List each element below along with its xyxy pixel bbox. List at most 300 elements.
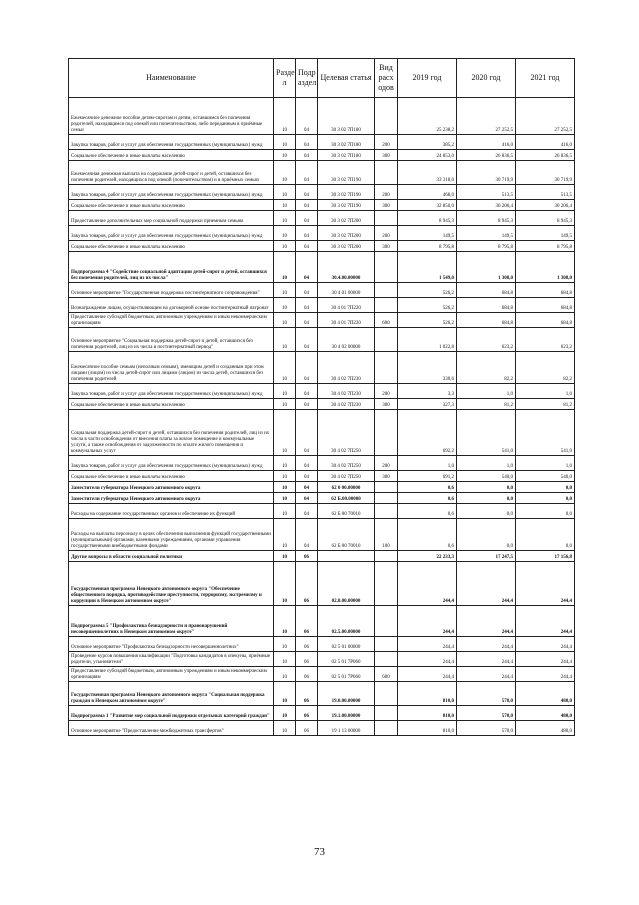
cell-target: 30 4 02 00000 bbox=[318, 328, 375, 352]
cell-2019: 692,2 bbox=[398, 410, 457, 456]
cell-2021: 480,0 bbox=[516, 682, 575, 706]
cell-podrazdel: 04 bbox=[296, 298, 318, 313]
cell-2019: 8 945,3 bbox=[398, 211, 457, 226]
cell-name: Закупка товаров, работ и услуг для обеспечения государственных (муниципальных) нужд bbox=[69, 456, 274, 471]
cell-2020: 30 206,4 bbox=[457, 200, 516, 211]
cell-target: 30 4 02 7П230 bbox=[318, 384, 375, 399]
cell-2021: 684,8 bbox=[516, 298, 575, 313]
cell-name: Предоставление субсидий бюджетным, автономным учреждениям и иным некоммерческим организациям bbox=[69, 313, 274, 328]
cell-2020: 0,0 bbox=[457, 482, 516, 493]
cell-podrazdel: 04 bbox=[296, 328, 318, 352]
cell-vid: 300 bbox=[375, 471, 398, 482]
cell-2020: 149,5 bbox=[457, 226, 516, 241]
cell-target: 02 5 01 7Р060 bbox=[318, 667, 375, 682]
cell-podrazdel: 04 bbox=[296, 384, 318, 399]
cell-target: 19.1.00.00000 bbox=[318, 706, 375, 721]
table-row bbox=[69, 298, 575, 313]
cell-2020: 1 308,0 bbox=[457, 252, 516, 283]
cell-vid bbox=[375, 328, 398, 352]
cell-razdel: 10 bbox=[274, 606, 296, 637]
cell-2020: 623,2 bbox=[457, 328, 516, 352]
cell-target: 02.5.00.00000 bbox=[318, 606, 375, 637]
cell-2020: 244,4 bbox=[457, 637, 516, 652]
cell-razdel: 10 bbox=[274, 637, 296, 652]
cell-2019: 244,4 bbox=[398, 637, 457, 652]
header-podrazdel: Подр аздел bbox=[296, 59, 318, 98]
cell-razdel: 10 bbox=[274, 98, 296, 135]
table-row bbox=[69, 150, 575, 161]
cell-2020: 540,0 bbox=[457, 471, 516, 482]
cell-name: Социальное обеспечение и иные выплаты населению bbox=[69, 399, 274, 410]
cell-2019: 810,0 bbox=[398, 706, 457, 721]
cell-target: 19 1 13 00000 bbox=[318, 721, 375, 736]
cell-target: 30 4 01 7П220 bbox=[318, 298, 375, 313]
cell-vid bbox=[375, 482, 398, 493]
cell-name: Социальное обеспечение и иные выплаты населению bbox=[69, 150, 274, 161]
cell-2019: 244,4 bbox=[398, 652, 457, 667]
cell-podrazdel: 06 bbox=[296, 667, 318, 682]
cell-razdel: 10 bbox=[274, 504, 296, 519]
cell-2021: 0,0 bbox=[516, 493, 575, 504]
cell-2019: 8 795,8 bbox=[398, 241, 457, 252]
cell-target: 30 4 02 7П250 bbox=[318, 410, 375, 456]
cell-razdel: 10 bbox=[274, 721, 296, 736]
cell-razdel: 10 bbox=[274, 410, 296, 456]
cell-2021: 0,0 bbox=[516, 519, 575, 551]
cell-2020: 244,4 bbox=[457, 667, 516, 682]
cell-razdel: 10 bbox=[274, 283, 296, 298]
cell-vid: 200 bbox=[375, 135, 398, 150]
cell-vid bbox=[375, 161, 398, 185]
cell-vid: 100 bbox=[375, 519, 398, 551]
cell-2019: 526,2 bbox=[398, 283, 457, 298]
cell-2019: 810,0 bbox=[398, 682, 457, 706]
cell-razdel: 10 bbox=[274, 519, 296, 551]
cell-vid: 300 bbox=[375, 150, 398, 161]
cell-name: Основное мероприятие "Предоставление межбюджетных трансфертов" bbox=[69, 721, 274, 736]
table-row bbox=[69, 161, 575, 185]
cell-vid: 200 bbox=[375, 384, 398, 399]
table-row bbox=[69, 504, 575, 519]
cell-podrazdel: 06 bbox=[296, 562, 318, 606]
cell-2021: 684,8 bbox=[516, 283, 575, 298]
header-vid: Вид расх одов bbox=[375, 59, 398, 98]
cell-name: Ежемесячное денежное пособие детям-сиротам и детям, оставшимся без попечения родителей, находящимся под опекой или попечительством, либо переданным в приёмные семьи bbox=[69, 98, 274, 135]
cell-vid bbox=[375, 504, 398, 519]
table-row bbox=[69, 551, 575, 562]
cell-name: Заместители губернатора Ненецкого автономного округа bbox=[69, 493, 274, 504]
table-row bbox=[69, 226, 575, 241]
cell-razdel: 10 bbox=[274, 252, 296, 283]
cell-2021: 1,0 bbox=[516, 456, 575, 471]
cell-name: Закупка товаров, работ и услуг для обеспечения государственных (муниципальных) нужд bbox=[69, 226, 274, 241]
budget-table bbox=[68, 58, 575, 736]
cell-target: 30 3 02 7П190 bbox=[318, 200, 375, 211]
cell-vid: 600 bbox=[375, 667, 398, 682]
cell-name: Другие вопросы в области социальной политики bbox=[69, 551, 274, 562]
cell-razdel: 10 bbox=[274, 706, 296, 721]
cell-vid: 300 bbox=[375, 241, 398, 252]
cell-2019: 327,3 bbox=[398, 399, 457, 410]
cell-2020: 27 252,5 bbox=[457, 98, 516, 135]
cell-2021: 26 836,5 bbox=[516, 150, 575, 161]
cell-target: 30 4 01 00000 bbox=[318, 283, 375, 298]
table-row bbox=[69, 667, 575, 682]
cell-target: 30 4 02 7П230 bbox=[318, 399, 375, 410]
cell-vid bbox=[375, 562, 398, 606]
table-row bbox=[69, 399, 575, 410]
cell-2019: 32 850,0 bbox=[398, 200, 457, 211]
cell-name: Государственная программа Ненецкого автономного округа "Обеспечение общественного порядка, противодействие преступности, терроризму, экстремизму и коррупции в Ненецком автономном округе" bbox=[69, 562, 274, 606]
cell-2021: 1,0 bbox=[516, 384, 575, 399]
cell-name: Государственная программа Ненецкого автономного округа "Социальная поддержка граждан в Ненецком автономном округе" bbox=[69, 682, 274, 706]
cell-2020: 81,2 bbox=[457, 399, 516, 410]
cell-target: 02 5 01 7Р060 bbox=[318, 652, 375, 667]
cell-podrazdel: 06 bbox=[296, 652, 318, 667]
cell-podrazdel: 04 bbox=[296, 241, 318, 252]
page-number: 73 bbox=[314, 846, 325, 858]
cell-name: Социальная поддержка детей-сирот и детей, оставшихся без попечения родителей, лиц из их числа в части освобождения от внесения платы за жилое помещение и коммунальные услуги, а также освобождения от задолженности по оплате жилого помещения и коммунальных услуг bbox=[69, 410, 274, 456]
cell-2020: 684,8 bbox=[457, 298, 516, 313]
cell-podrazdel: 04 bbox=[296, 252, 318, 283]
cell-target: 02 5 01 00000 bbox=[318, 637, 375, 652]
cell-2021: 0,0 bbox=[516, 504, 575, 519]
cell-podrazdel: 06 bbox=[296, 706, 318, 721]
cell-name: Ежемесячное пособие семьям (неполным семьям), имеющим детей и созданным при этом лицами (лицом) из числа детей-сирот или лицами (лицом) из числа детей, оставшихся без попечения родителей bbox=[69, 352, 274, 384]
cell-2021: 244,4 bbox=[516, 637, 575, 652]
cell-podrazdel: 04 bbox=[296, 161, 318, 185]
table-row bbox=[69, 456, 575, 471]
cell-razdel: 10 bbox=[274, 135, 296, 150]
cell-target: 30.4.00.00000 bbox=[318, 252, 375, 283]
table-row bbox=[69, 606, 575, 637]
cell-razdel: 10 bbox=[274, 298, 296, 313]
cell-podrazdel: 04 bbox=[296, 399, 318, 410]
cell-2021: 27 252,5 bbox=[516, 98, 575, 135]
cell-2019: 330,6 bbox=[398, 352, 457, 384]
cell-podrazdel: 04 bbox=[296, 98, 318, 135]
header-name: Наименование bbox=[69, 59, 274, 98]
table-row bbox=[69, 519, 575, 551]
cell-2021: 244,4 bbox=[516, 667, 575, 682]
cell-name: Подпрограмма 5 "Профилактика безнадзорности и правонарушений несовершеннолетних в Ненецком автономном округе" bbox=[69, 606, 274, 637]
cell-2021: 684,8 bbox=[516, 313, 575, 328]
cell-name: Заместители губернатора Ненецкого автономного округа bbox=[69, 482, 274, 493]
cell-2020: 82,2 bbox=[457, 352, 516, 384]
cell-vid bbox=[375, 283, 398, 298]
cell-name: Основное мероприятие "Профилактика безнадзорности несовершеннолетних" bbox=[69, 637, 274, 652]
document-page bbox=[68, 58, 574, 736]
cell-target bbox=[318, 551, 375, 562]
cell-podrazdel: 04 bbox=[296, 226, 318, 241]
cell-razdel: 10 bbox=[274, 384, 296, 399]
cell-vid bbox=[375, 551, 398, 562]
cell-target: 30 3 02 7П190 bbox=[318, 185, 375, 200]
cell-2019: 526,2 bbox=[398, 298, 457, 313]
table-row bbox=[69, 384, 575, 399]
cell-name: Предоставление дополнительных мер социальной поддержки приемным семьям bbox=[69, 211, 274, 226]
cell-2020: 0,0 bbox=[457, 504, 516, 519]
cell-razdel: 10 bbox=[274, 241, 296, 252]
cell-2019: 244,4 bbox=[398, 562, 457, 606]
cell-2020: 0,0 bbox=[457, 493, 516, 504]
cell-podrazdel: 04 bbox=[296, 482, 318, 493]
cell-2020: 513,5 bbox=[457, 185, 516, 200]
cell-razdel: 10 bbox=[274, 456, 296, 471]
cell-2019: 468,0 bbox=[398, 185, 457, 200]
cell-podrazdel: 04 bbox=[296, 471, 318, 482]
header-2021: 2021 год bbox=[516, 59, 575, 98]
cell-razdel: 10 bbox=[274, 328, 296, 352]
cell-target: 19.0.00.00000 bbox=[318, 682, 375, 706]
cell-2021: 30 719,9 bbox=[516, 161, 575, 185]
cell-razdel: 10 bbox=[274, 150, 296, 161]
cell-2019: 0,6 bbox=[398, 493, 457, 504]
cell-vid: 200 bbox=[375, 456, 398, 471]
cell-podrazdel: 04 bbox=[296, 519, 318, 551]
cell-2021: 244,4 bbox=[516, 606, 575, 637]
cell-razdel: 10 bbox=[274, 562, 296, 606]
cell-name: Основное мероприятие "Социальная поддержка детей-сирот и детей, оставшихся без попечения родителей, лиц из их числа в постинтернатный период" bbox=[69, 328, 274, 352]
cell-target: 30 3 02 7П190 bbox=[318, 161, 375, 185]
cell-vid bbox=[375, 637, 398, 652]
cell-2020: 17 247,5 bbox=[457, 551, 516, 562]
cell-2021: 480,0 bbox=[516, 721, 575, 736]
cell-target: 30 3 02 7П200 bbox=[318, 226, 375, 241]
cell-podrazdel: 06 bbox=[296, 551, 318, 562]
cell-name: Социальное обеспечение и иные выплаты населению bbox=[69, 241, 274, 252]
cell-podrazdel: 06 bbox=[296, 682, 318, 706]
cell-2021: 540,0 bbox=[516, 471, 575, 482]
cell-2021: 513,5 bbox=[516, 185, 575, 200]
cell-vid: 300 bbox=[375, 399, 398, 410]
cell-vid bbox=[375, 410, 398, 456]
cell-name: Подпрограмма 1 "Развитие мер социальной поддержки отдельных категорий граждан" bbox=[69, 706, 274, 721]
cell-podrazdel: 04 bbox=[296, 504, 318, 519]
cell-vid bbox=[375, 706, 398, 721]
cell-2020: 0,0 bbox=[457, 519, 516, 551]
cell-vid bbox=[375, 252, 398, 283]
cell-target: 30 3 02 7П200 bbox=[318, 241, 375, 252]
cell-podrazdel: 04 bbox=[296, 283, 318, 298]
header-2019: 2019 год bbox=[398, 59, 457, 98]
cell-2020: 244,4 bbox=[457, 606, 516, 637]
cell-2019: 0,6 bbox=[398, 519, 457, 551]
cell-vid: 200 bbox=[375, 226, 398, 241]
cell-2021: 0,0 bbox=[516, 482, 575, 493]
cell-razdel: 10 bbox=[274, 226, 296, 241]
cell-podrazdel: 06 bbox=[296, 721, 318, 736]
cell-2021: 8 945,3 bbox=[516, 211, 575, 226]
table-row bbox=[69, 135, 575, 150]
cell-target: 62 Б.00.00000 bbox=[318, 493, 375, 504]
header-razdel: Разде л bbox=[274, 59, 296, 98]
cell-2020: 684,8 bbox=[457, 313, 516, 328]
cell-podrazdel: 04 bbox=[296, 493, 318, 504]
cell-2020: 541,0 bbox=[457, 410, 516, 456]
cell-2020: 30 719,9 bbox=[457, 161, 516, 185]
table-row bbox=[69, 652, 575, 667]
cell-podrazdel: 04 bbox=[296, 150, 318, 161]
cell-2019: 149,5 bbox=[398, 226, 457, 241]
cell-vid bbox=[375, 493, 398, 504]
cell-razdel: 10 bbox=[274, 185, 296, 200]
table-row bbox=[69, 706, 575, 721]
cell-vid bbox=[375, 211, 398, 226]
table-row bbox=[69, 352, 575, 384]
cell-2020: 244,4 bbox=[457, 652, 516, 667]
cell-2020: 1,0 bbox=[457, 384, 516, 399]
cell-2019: 526,2 bbox=[398, 313, 457, 328]
table-row bbox=[69, 721, 575, 736]
cell-2020: 8 795,8 bbox=[457, 241, 516, 252]
cell-razdel: 10 bbox=[274, 551, 296, 562]
cell-razdel: 10 bbox=[274, 352, 296, 384]
cell-razdel: 10 bbox=[274, 493, 296, 504]
cell-2020: 570,0 bbox=[457, 721, 516, 736]
cell-2021: 244,4 bbox=[516, 652, 575, 667]
cell-2021: 541,0 bbox=[516, 410, 575, 456]
cell-target: 30 3 02 7П200 bbox=[318, 211, 375, 226]
table-row bbox=[69, 482, 575, 493]
header-target: Целевая статья bbox=[318, 59, 375, 98]
cell-2021: 82,2 bbox=[516, 352, 575, 384]
cell-podrazdel: 04 bbox=[296, 410, 318, 456]
cell-2019: 810,0 bbox=[398, 721, 457, 736]
cell-2021: 17 156,8 bbox=[516, 551, 575, 562]
cell-name: Подпрограмма 4 "Содействие социальной адаптации детей-сирот и детей, оставшихся без попечения родителей, лиц из их числа" bbox=[69, 252, 274, 283]
cell-vid bbox=[375, 98, 398, 135]
cell-target: 62 Б 00 70010 bbox=[318, 519, 375, 551]
cell-vid bbox=[375, 682, 398, 706]
cell-2021: 623,2 bbox=[516, 328, 575, 352]
cell-name: Вознаграждение лицам, осуществляющим на договорной основе постинтернатный патронат bbox=[69, 298, 274, 313]
table-header bbox=[69, 59, 575, 98]
cell-vid: 200 bbox=[375, 185, 398, 200]
cell-name: Проведение курсов повышения квалификации "Подготовка кандидатов в опекуны, приёмные родители, усыновители" bbox=[69, 652, 274, 667]
cell-razdel: 10 bbox=[274, 471, 296, 482]
table-body bbox=[69, 98, 575, 736]
cell-2019: 691,2 bbox=[398, 471, 457, 482]
cell-vid bbox=[375, 606, 398, 637]
cell-podrazdel: 06 bbox=[296, 606, 318, 637]
cell-target: 30 4 02 7П230 bbox=[318, 352, 375, 384]
cell-name: Основное мероприятие "Государственная поддержка постинтернатного сопровождения" bbox=[69, 283, 274, 298]
cell-2020: 26 836,5 bbox=[457, 150, 516, 161]
table-row bbox=[69, 283, 575, 298]
cell-2019: 244,4 bbox=[398, 606, 457, 637]
cell-2019: 24 853,0 bbox=[398, 150, 457, 161]
cell-2020: 244,4 bbox=[457, 562, 516, 606]
cell-razdel: 10 bbox=[274, 482, 296, 493]
table-row bbox=[69, 185, 575, 200]
cell-target: 30 3 02 7П180 bbox=[318, 98, 375, 135]
cell-name: Социальное обеспечение и иные выплаты населению bbox=[69, 471, 274, 482]
table-row bbox=[69, 637, 575, 652]
cell-target: 02.0.00.00000 bbox=[318, 562, 375, 606]
cell-vid bbox=[375, 652, 398, 667]
table-row bbox=[69, 252, 575, 283]
cell-2020: 1,0 bbox=[457, 456, 516, 471]
cell-vid bbox=[375, 298, 398, 313]
cell-2021: 416,0 bbox=[516, 135, 575, 150]
cell-2019: 22 233,3 bbox=[398, 551, 457, 562]
cell-razdel: 10 bbox=[274, 200, 296, 211]
cell-2019: 3,3 bbox=[398, 384, 457, 399]
cell-2019: 385,2 bbox=[398, 135, 457, 150]
cell-2021: 244,4 bbox=[516, 562, 575, 606]
cell-2020: 684,8 bbox=[457, 283, 516, 298]
cell-name: Закупка товаров, работ и услуг для обеспечения государственных (муниципальных) нужд bbox=[69, 185, 274, 200]
cell-razdel: 10 bbox=[274, 682, 296, 706]
cell-razdel: 10 bbox=[274, 667, 296, 682]
cell-2019: 1,0 bbox=[398, 456, 457, 471]
cell-2021: 30 206,4 bbox=[516, 200, 575, 211]
table-row bbox=[69, 471, 575, 482]
cell-target: 30 3 02 7П180 bbox=[318, 135, 375, 150]
cell-2021: 149,5 bbox=[516, 226, 575, 241]
cell-razdel: 10 bbox=[274, 161, 296, 185]
cell-target: 30 4 02 7П250 bbox=[318, 456, 375, 471]
cell-2021: 480,0 bbox=[516, 706, 575, 721]
table-row bbox=[69, 313, 575, 328]
table-row bbox=[69, 241, 575, 252]
cell-podrazdel: 04 bbox=[296, 211, 318, 226]
cell-name: Ежемесячная денежная выплата на содержание детей-сирот и детей, оставшихся без попечения родителей, находящихся под опекой (попечительством) и в приёмных семьях bbox=[69, 161, 274, 185]
cell-podrazdel: 04 bbox=[296, 200, 318, 211]
cell-name: Расходы на содержание государственных органов и обеспечение их функций bbox=[69, 504, 274, 519]
cell-razdel: 10 bbox=[274, 313, 296, 328]
cell-vid: 600 bbox=[375, 313, 398, 328]
cell-2021: 1 308,0 bbox=[516, 252, 575, 283]
table-row bbox=[69, 493, 575, 504]
cell-2019: 33 318,0 bbox=[398, 161, 457, 185]
table-row bbox=[69, 682, 575, 706]
cell-2019: 0,6 bbox=[398, 482, 457, 493]
cell-razdel: 10 bbox=[274, 211, 296, 226]
cell-2019: 1 549,0 bbox=[398, 252, 457, 283]
table-row bbox=[69, 200, 575, 211]
cell-2019: 244,4 bbox=[398, 667, 457, 682]
cell-name: Закупка товаров, работ и услуг для обеспечения государственных (муниципальных) нужд bbox=[69, 135, 274, 150]
cell-2020: 416,0 bbox=[457, 135, 516, 150]
cell-podrazdel: 04 bbox=[296, 135, 318, 150]
cell-2019: 1 022,8 bbox=[398, 328, 457, 352]
table-row bbox=[69, 410, 575, 456]
cell-razdel: 10 bbox=[274, 399, 296, 410]
cell-name: Расходы на выплаты персоналу в целях обеспечения выполнения функций государственными (муниципальными) органами, казенными учреждениями, органами управления государственными внебюджетными фондами bbox=[69, 519, 274, 551]
cell-podrazdel: 04 bbox=[296, 185, 318, 200]
cell-name: Социальное обеспечение и иные выплаты населению bbox=[69, 200, 274, 211]
cell-podrazdel: 04 bbox=[296, 313, 318, 328]
cell-target: 62 0 00.00000 bbox=[318, 482, 375, 493]
cell-target: 30 4 01 7П220 bbox=[318, 313, 375, 328]
cell-vid bbox=[375, 721, 398, 736]
cell-vid bbox=[375, 352, 398, 384]
cell-2020: 570,0 bbox=[457, 682, 516, 706]
cell-podrazdel: 06 bbox=[296, 637, 318, 652]
cell-2021: 81,2 bbox=[516, 399, 575, 410]
cell-target: 62 Б 00 70010 bbox=[318, 504, 375, 519]
table-row bbox=[69, 562, 575, 606]
table-row bbox=[69, 211, 575, 226]
cell-2019: 0,6 bbox=[398, 504, 457, 519]
cell-vid: 300 bbox=[375, 200, 398, 211]
cell-razdel: 10 bbox=[274, 652, 296, 667]
cell-target: 30 4 02 7П250 bbox=[318, 471, 375, 482]
cell-podrazdel: 04 bbox=[296, 352, 318, 384]
cell-podrazdel: 04 bbox=[296, 456, 318, 471]
